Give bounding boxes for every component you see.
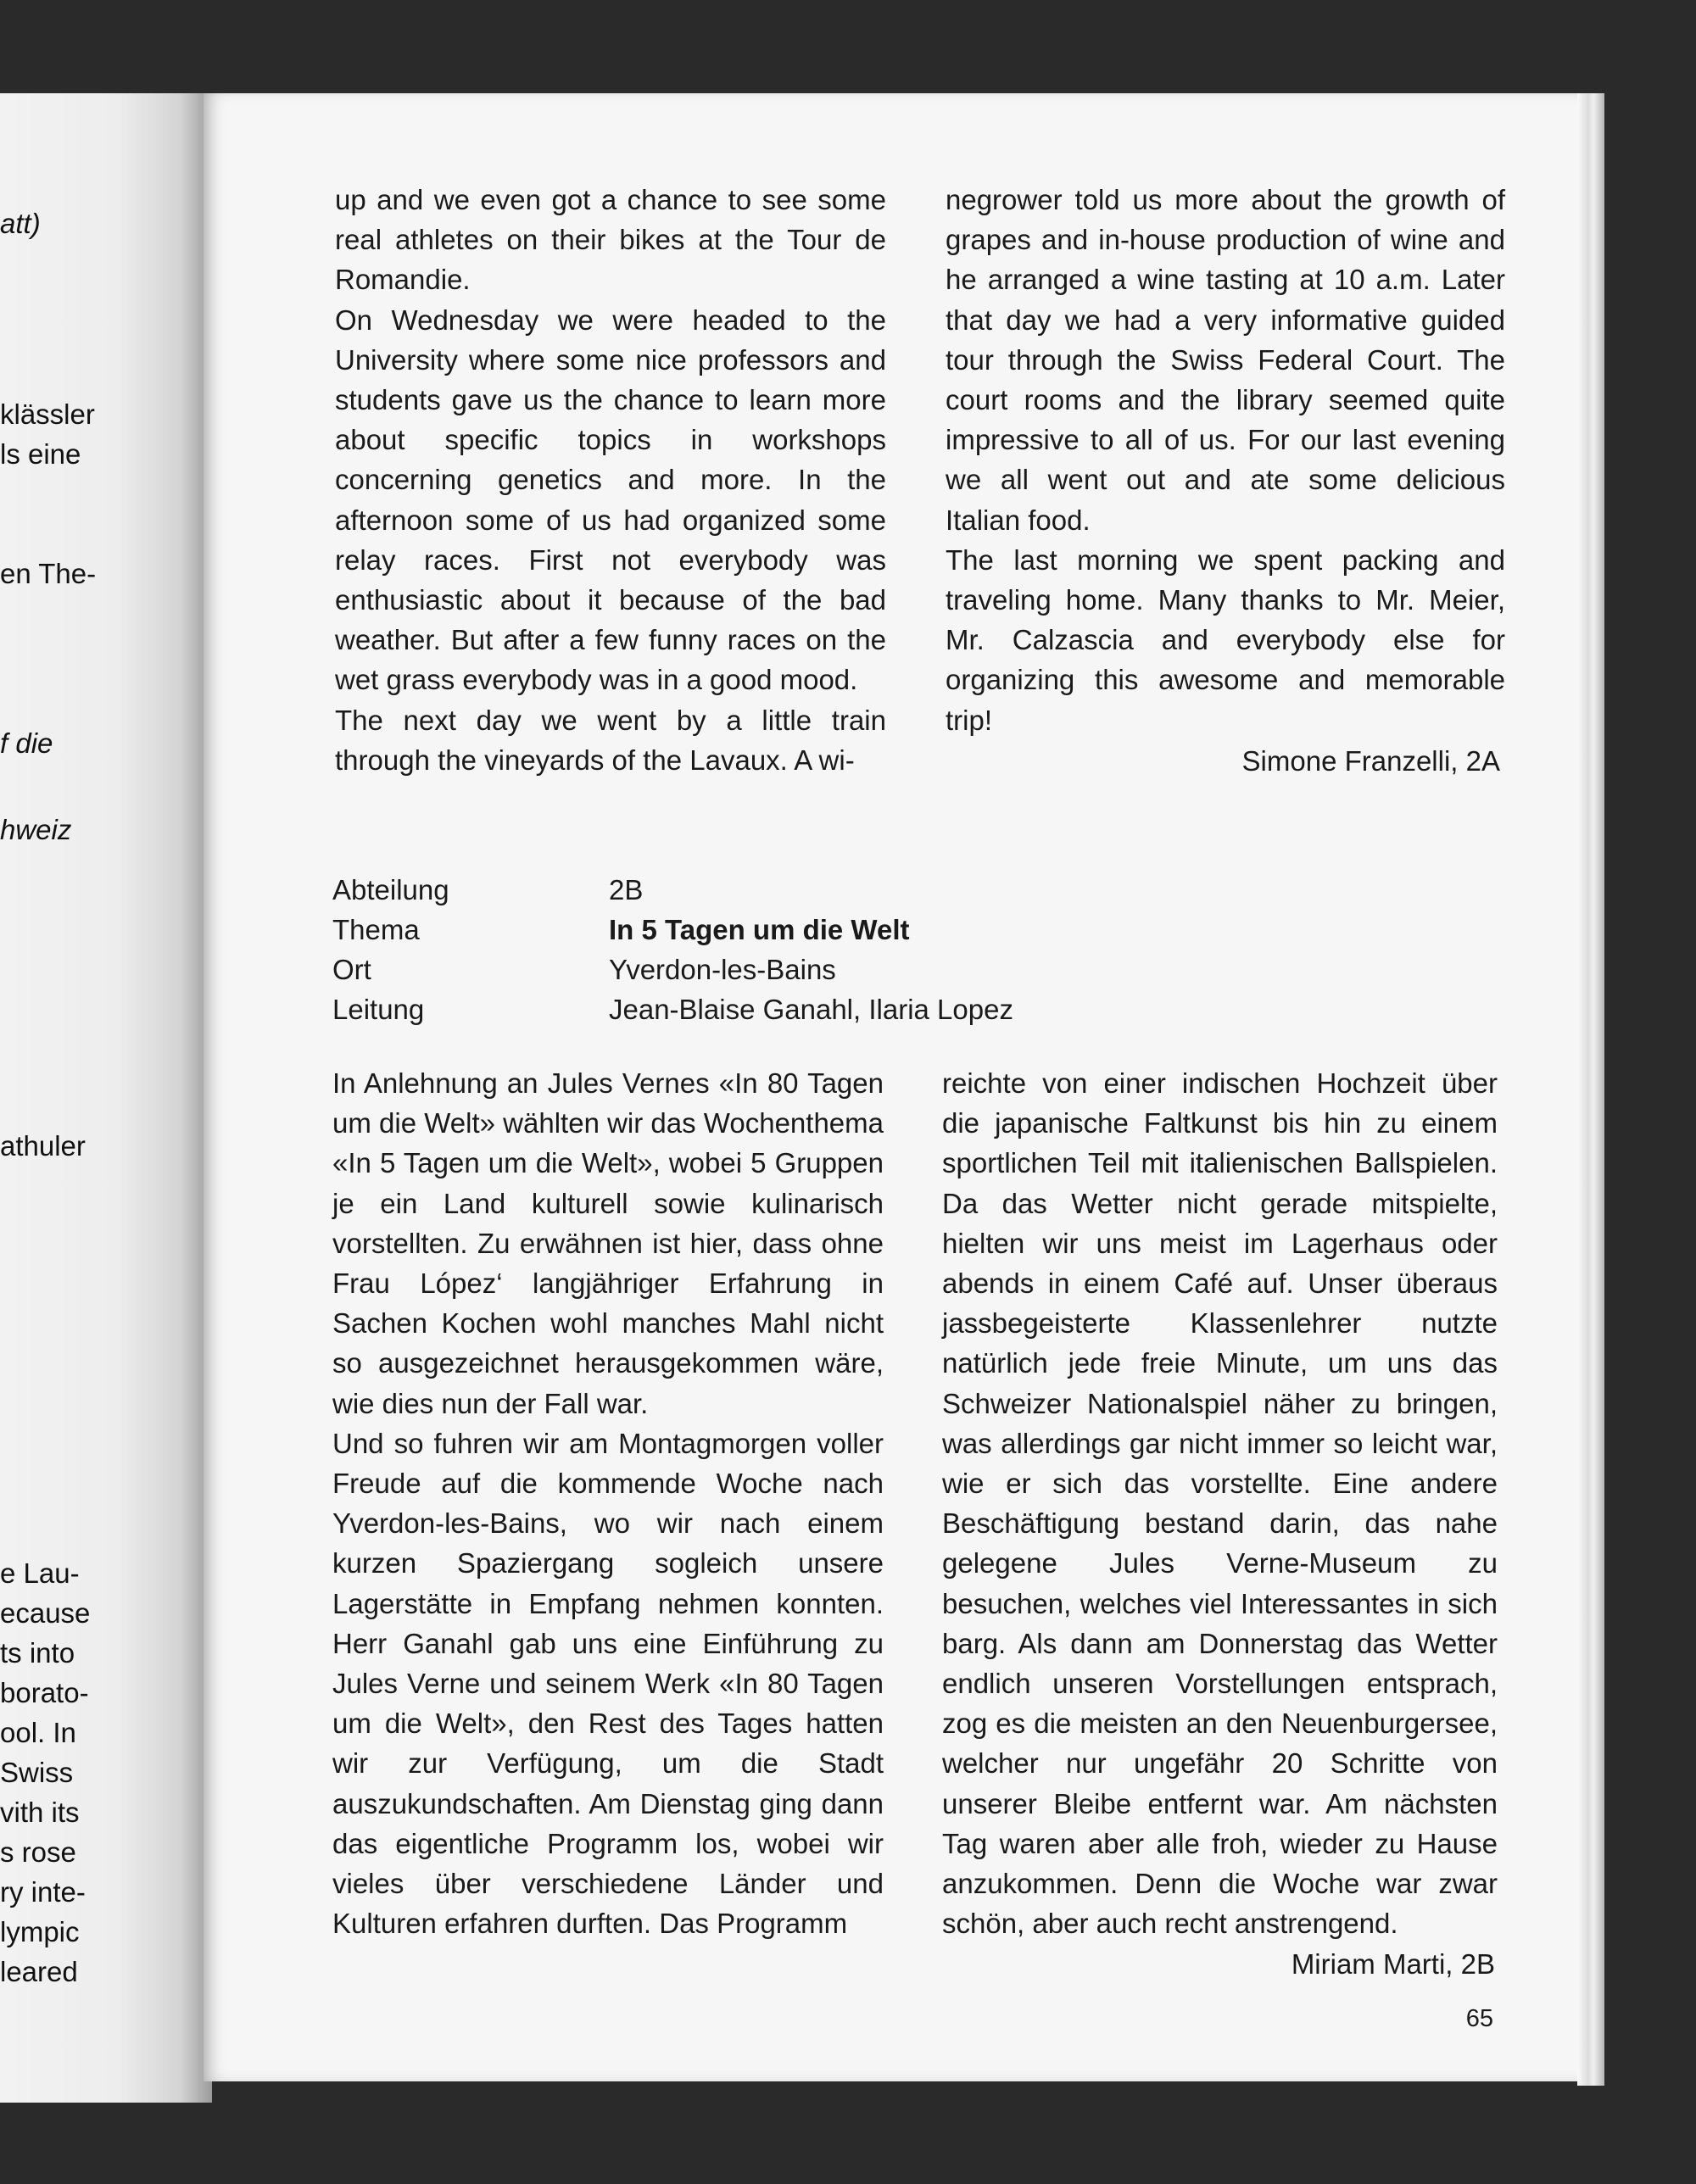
author-signature: Miriam Marti, 2B bbox=[1291, 1948, 1495, 1980]
facing-page-line: att) bbox=[0, 208, 41, 239]
facing-page-line: athuler bbox=[0, 1130, 86, 1162]
info-row-abteilung bbox=[332, 870, 1180, 910]
paragraph: Und so fuhren wir am Montagmorgen voller Freude auf die kommende Woche nach Yverdon-les-Bains, wo wir nach einem kurzen Spaziergang sogleich unsere Lagerstätte in Empfang nehmen konnten. Herr Ganahl gab uns eine Einführung zu Jules Verne und seinem Werk «In 80 Tagen um die Welt», den Rest des Tages hatten wir zur Verfügung, um die Stadt auszukundschaften. Am Dienstag ging dann das eigentliche Programm los, wobei wir vieles über verschiedene Länder und Kulturen erfahren durften. Das Programm bbox=[332, 1427, 884, 1940]
facing-page bbox=[0, 93, 212, 2103]
article-title: In 5 Tagen um die Welt bbox=[609, 914, 910, 945]
paragraph: The next day we went by a little train through the vineyards of the Lavaux. A wi- bbox=[335, 704, 886, 776]
info-label: Ort bbox=[332, 954, 371, 985]
facing-page-line: lympic bbox=[0, 1916, 80, 1947]
facing-page-line: e Lau- bbox=[0, 1557, 80, 1589]
facing-page-line: ls eine bbox=[0, 438, 81, 470]
info-row-thema bbox=[332, 910, 1180, 950]
article2-column-2 bbox=[942, 1063, 1498, 1943]
facing-page-line: hweiz bbox=[0, 814, 72, 845]
facing-page-line: ecause bbox=[0, 1597, 91, 1629]
facing-page-line: s rose bbox=[0, 1836, 76, 1868]
page-number: 65 bbox=[1465, 2005, 1493, 2032]
facing-page-line: leared bbox=[0, 1956, 78, 1987]
info-value: Jean-Blaise Ganahl, Ilaria Lopez bbox=[609, 994, 1013, 1025]
facing-page-line: f die bbox=[0, 727, 53, 759]
facing-page-line: en The- bbox=[0, 558, 97, 589]
info-value: 2B bbox=[609, 874, 644, 905]
info-row-leitung bbox=[332, 989, 1180, 1029]
info-value: Yverdon-les-Bains bbox=[609, 954, 836, 985]
article2-column-1 bbox=[332, 1063, 884, 1943]
info-label: Abteilung bbox=[332, 874, 449, 905]
paragraph: On Wednesday we were headed to the University where some nice professors and students gave us the chance to learn more about specific topics in workshops concerning genetics and more. In the afternoon some of us had organized some relay races. First not everybody was enthusiastic about it because of the bad weather. But after a few funny races on the wet grass everybody was in a good mood. bbox=[335, 304, 886, 696]
facing-page-line: ts into bbox=[0, 1637, 75, 1669]
article1-column-1 bbox=[335, 180, 886, 780]
paragraph: reichte von einer indischen Hochzeit über die japanische Faltkunst bis hin zu einem sportlichen Teil mit italienischen Ballspielen. Da das Wetter nicht gerade mitspielte, hielten wir uns meist im Lagerhaus oder abends in einem Café auf. Unser überaus jassbegeisterte Klassenlehrer nutzte natürlich jede freie Minute, um uns das Schweizer Nationalspiel näher zu bringen, was allerdings gar nicht immer so leicht war, wie er sich das vorstellte. Eine andere Beschäftigung bestand darin, das nahe gelegene Jules Verne-Museum zu besuchen, welches viel Interessantes in sich barg. Als dann am Donnerstag das Wetter endlich unseren Vorstellungen entsprach, zog es die meisten an den Neuenburgersee, welcher nur ungefähr 20 Schritte von unserer Bleibe entfernt war. Am nächsten Tag waren aber alle froh, wieder zu Hause anzukommen. Denn die Woche war zwar schön, aber auch recht anstrengend. bbox=[942, 1067, 1498, 1940]
paragraph: In Anlehnung an Jules Vernes «In 80 Tagen um die Welt» wählten wir das Wochenthema «In 5 Tagen um die Welt», wobei 5 Gruppen je ein Land kulturell sowie kulinarisch vorstellten. Zu erwähnen ist hier, dass ohne Frau López‘ langjähriger Erfahrung in Sachen Kochen wohl manches Mahl nicht so ausgezeichnet herausgekommen wäre, wie dies nun der Fall war. bbox=[332, 1067, 884, 1419]
author-signature: Simone Franzelli, 2A bbox=[1241, 745, 1500, 777]
info-label: Leitung bbox=[332, 994, 425, 1025]
facing-page-line: Swiss bbox=[0, 1757, 74, 1788]
facing-page-line: vith its bbox=[0, 1797, 80, 1828]
facing-page-line: ool. In bbox=[0, 1717, 76, 1748]
paragraph: up and we even got a chance to see some real athletes on their bikes at the Tour de Romandie. bbox=[335, 184, 886, 296]
paragraph: negrower told us more about the growth of grapes and in-house production of wine and he arranged a wine tasting at 10 a.m. Later that day we had a very informative guided tour through the Swiss Federal Court. The court rooms and the library seemed quite impressive to all of us. For our last evening we all went out and ate some delicious Italian food. bbox=[946, 184, 1505, 536]
page-edge bbox=[1577, 93, 1604, 2086]
facing-page-line: ry inte- bbox=[0, 1876, 86, 1908]
info-label: Thema bbox=[332, 914, 420, 945]
paragraph: The last morning we spent packing and traveling home. Many thanks to Mr. Meier, Mr. Calzascia and everybody else for organizing this awesome and memorable trip! bbox=[946, 543, 1505, 736]
info-row-ort bbox=[332, 950, 1180, 989]
facing-page-line: borato- bbox=[0, 1677, 89, 1708]
facing-page-line: klässler bbox=[0, 398, 95, 430]
class-info-table bbox=[332, 870, 1180, 1029]
article1-column-2 bbox=[946, 180, 1505, 740]
